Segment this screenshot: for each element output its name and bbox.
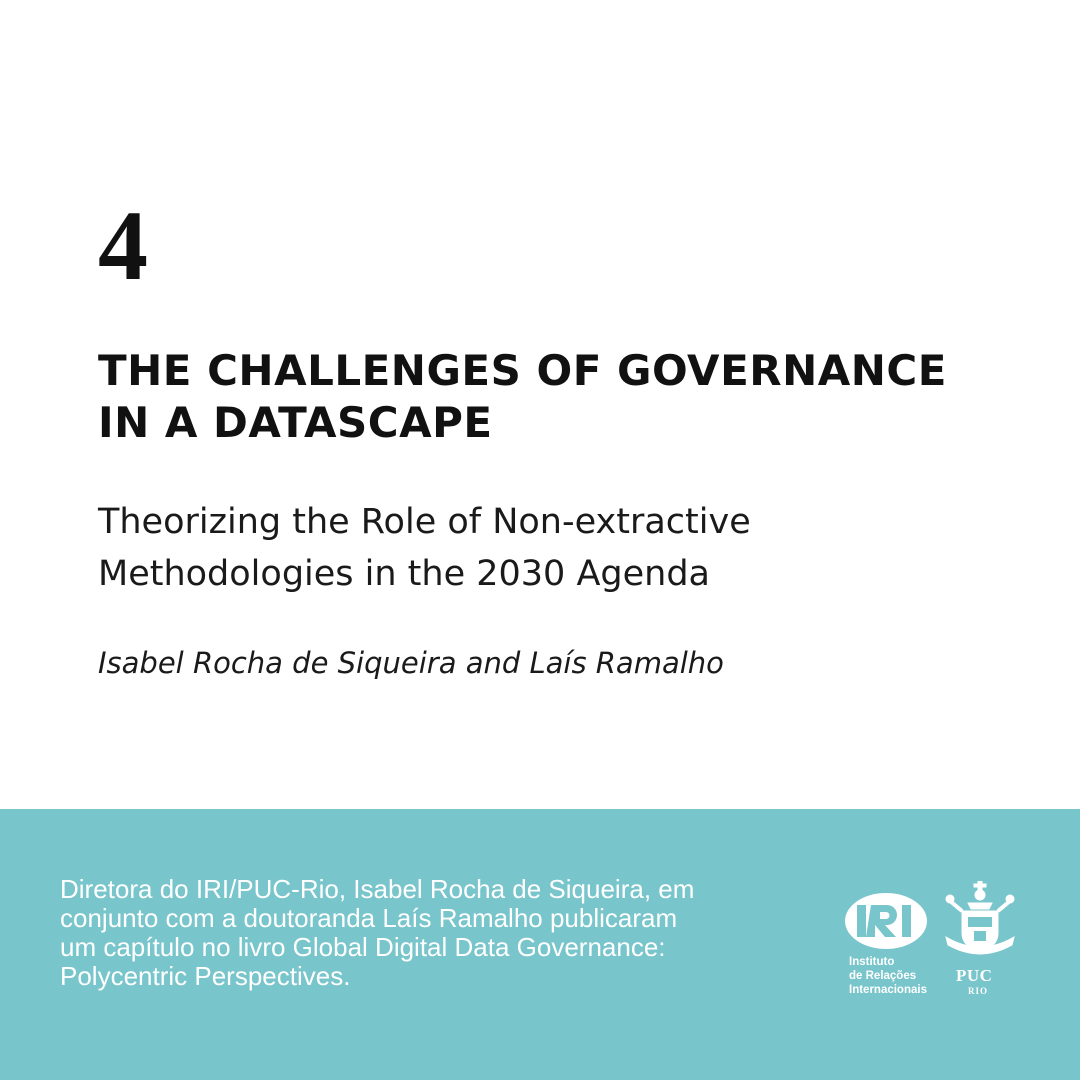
caption-line: um capítulo no livro Global Digital Data Governance: — [60, 932, 666, 962]
chapter-title-line: THE CHALLENGES OF GOVERNANCE — [98, 346, 947, 395]
chapter-subtitle-line: Theorizing the Role of Non-extractive — [98, 502, 751, 542]
iri-logo-caption — [849, 955, 927, 997]
footer-banner — [0, 809, 1080, 1080]
iri-caption-line: Internacionais — [849, 984, 927, 996]
chapter-title-line: IN A DATASCAPE — [98, 398, 493, 447]
caption-line: conjunto com a doutoranda Laís Ramalho publicaram — [60, 903, 678, 933]
chapter-subtitle — [98, 496, 998, 600]
iri-caption-line: de Relações — [849, 970, 917, 982]
caption-line: Polycentric Perspectives. — [60, 961, 351, 991]
footer-caption — [60, 875, 820, 991]
chapter-authors: Isabel Rocha de Siqueira and Laís Ramalho — [98, 646, 724, 680]
puc-rio-logo — [944, 881, 1020, 1031]
chapter-title — [98, 345, 1018, 449]
puc-crest-icon — [944, 881, 1016, 971]
puc-sub: RIO — [968, 986, 989, 996]
puc-name: PUC — [956, 966, 993, 985]
iri-logo — [843, 891, 939, 1021]
caption-line: Diretora do IRI/PUC-Rio, Isabel Rocha de Siqueira, em — [60, 874, 695, 904]
chapter-subtitle-line: Methodologies in the 2030 Agenda — [98, 554, 710, 594]
iri-caption-line: Instituto — [849, 956, 895, 968]
iri-logo-icon — [843, 891, 929, 951]
chapter-number: 4 — [98, 190, 148, 301]
